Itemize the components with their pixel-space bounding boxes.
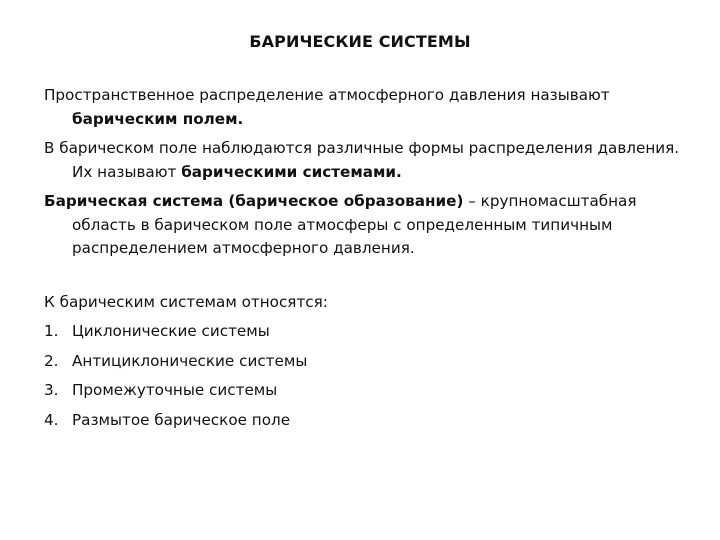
list-number: 3. (44, 381, 59, 399)
list-item (44, 350, 684, 374)
slide-content (44, 84, 684, 438)
list-text: Промежуточные системы (72, 381, 278, 399)
slide-title: БАРИЧЕСКИЕ СИСТЕМЫ (249, 32, 471, 51)
list-item (44, 320, 684, 344)
paragraph-text: Пространственное распределение атмосферного давления называют (44, 86, 610, 104)
list-number: 2. (44, 351, 59, 370)
list-text: Антициклонические системы (72, 351, 308, 370)
list-number: 1. (44, 322, 59, 340)
paragraph-baric-systems (44, 137, 684, 184)
list-number: 4. (44, 410, 59, 429)
paragraph-text: В барическом поле наблюдаются различные формы распределения давления. Их называют (44, 139, 680, 181)
list-item (44, 409, 684, 433)
list-intro: К барическим системам относятся: (44, 292, 328, 311)
list-text: Циклонические системы (72, 322, 270, 340)
paragraph-bold-term: Барическая система (барическое образование) (44, 192, 464, 210)
paragraph-text: – крупномасштабная область в барическом поле атмосферы с определенным типичным распределением атмосферного давления. (72, 192, 637, 257)
paragraph-definition (44, 190, 684, 261)
paragraph-baric-field (44, 84, 684, 131)
list-text: Размытое барическое поле (72, 410, 291, 429)
list-item (44, 379, 684, 403)
paragraph-bold-term: барическим полем. (72, 109, 244, 128)
paragraph-bold-term: барическими системами. (181, 162, 402, 181)
spacer (44, 267, 684, 291)
